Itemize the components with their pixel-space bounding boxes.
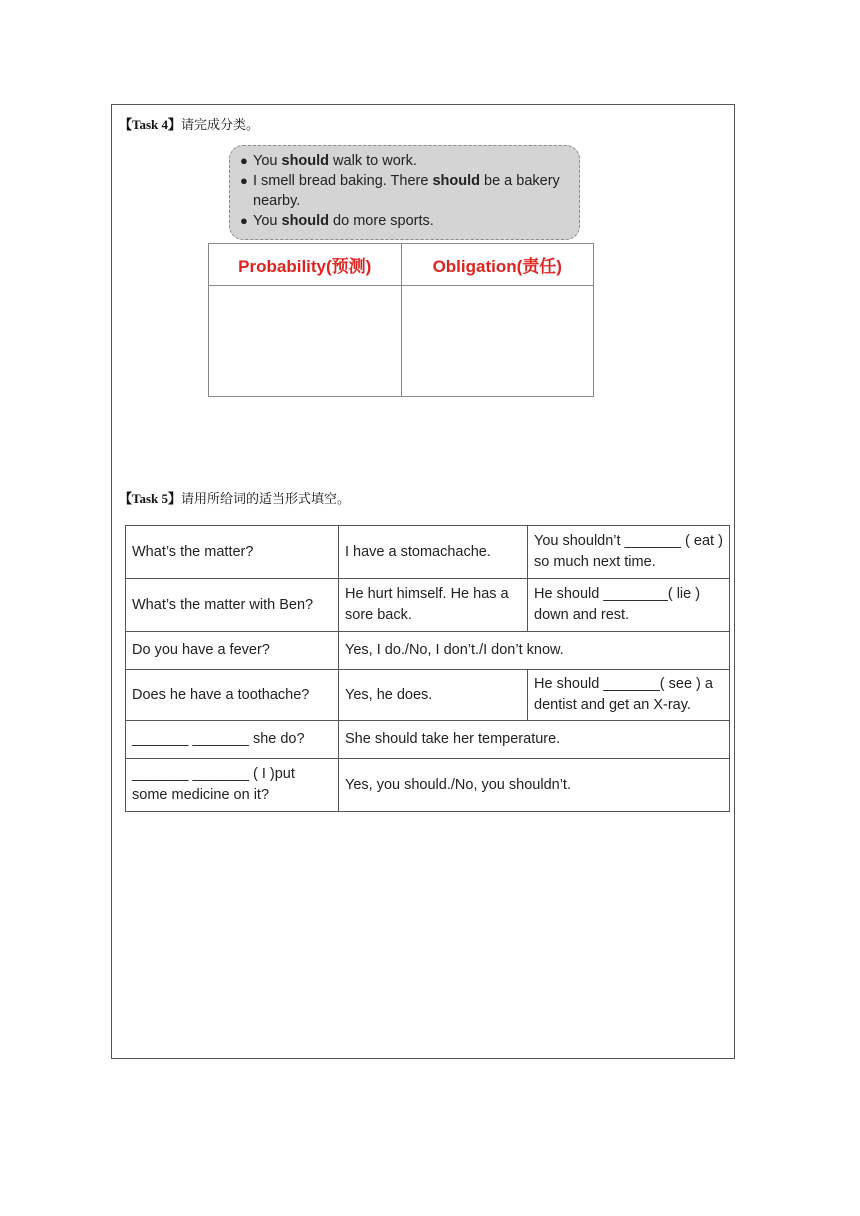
sentence-keyword: should <box>432 173 480 189</box>
classification-answer-row <box>209 286 594 397</box>
advice-cell[interactable]: He should ________( lie ) down and rest. <box>528 579 730 632</box>
sentence-text: I smell bread baking. There <box>253 173 433 189</box>
table-row <box>126 759 730 812</box>
obligation-header: Obligation(责任) <box>401 244 594 286</box>
probability-answer-cell[interactable] <box>209 286 402 397</box>
advice-cell[interactable]: He should _______( see ) a dentist and get an X-ray. <box>528 670 730 721</box>
classification-header-row <box>209 244 594 286</box>
answer-cell: He hurt himself. He has a sore back. <box>339 579 528 632</box>
answer-cell: Yes, he does. <box>339 670 528 721</box>
fill-in-table <box>125 525 730 812</box>
table-row <box>126 670 730 721</box>
bullet-icon: ● <box>240 173 248 188</box>
task4-instruction: 请完成分类。 <box>181 118 260 133</box>
obligation-answer-cell[interactable] <box>401 286 594 397</box>
sentence-text: You <box>253 213 282 229</box>
sentence-item <box>240 151 571 171</box>
table-row <box>126 632 730 670</box>
question-cell: What’s the matter with Ben? <box>126 579 339 632</box>
question-cell[interactable]: _______ _______ she do? <box>126 721 339 759</box>
sentence-keyword: should <box>281 153 330 169</box>
answer-cell: She should take her temperature. <box>339 721 730 759</box>
sentence-text: walk to work. <box>329 153 417 169</box>
table-row <box>126 721 730 759</box>
task5-instruction: 请用所给词的适当形式填空。 <box>181 492 351 507</box>
question-cell[interactable]: _______ _______ ( I )put some medicine on it? <box>126 759 339 812</box>
classification-table <box>208 243 594 397</box>
question-cell: Do you have a fever? <box>126 632 339 670</box>
task5-heading <box>119 488 350 507</box>
bullet-icon: ● <box>240 213 248 228</box>
sentence-item <box>240 211 571 231</box>
sentence-keyword: should <box>281 213 330 229</box>
question-cell: What’s the matter? <box>126 526 339 579</box>
answer-cell: I have a stomachache. <box>339 526 528 579</box>
table-row <box>126 526 730 579</box>
task5-label: 【Task 5】 <box>119 491 182 506</box>
advice-cell[interactable]: You shouldn’t _______ ( eat ) so much next time. <box>528 526 730 579</box>
probability-header: Probability(预测) <box>209 244 402 286</box>
sentence-bubble <box>229 145 580 240</box>
sentence-item <box>240 171 571 211</box>
bullet-icon: ● <box>240 153 248 168</box>
sentence-text: do more sports. <box>329 213 434 229</box>
task4-heading <box>119 114 259 133</box>
answer-cell: Yes, I do./No, I don’t./I don’t know. <box>339 632 730 670</box>
question-cell: Does he have a toothache? <box>126 670 339 721</box>
answer-cell: Yes, you should./No, you shouldn’t. <box>339 759 730 812</box>
sentence-text: be a bakery nearby. <box>253 173 560 209</box>
task4-label: 【Task 4】 <box>119 117 182 132</box>
sentence-text: You <box>253 153 282 169</box>
table-row <box>126 579 730 632</box>
